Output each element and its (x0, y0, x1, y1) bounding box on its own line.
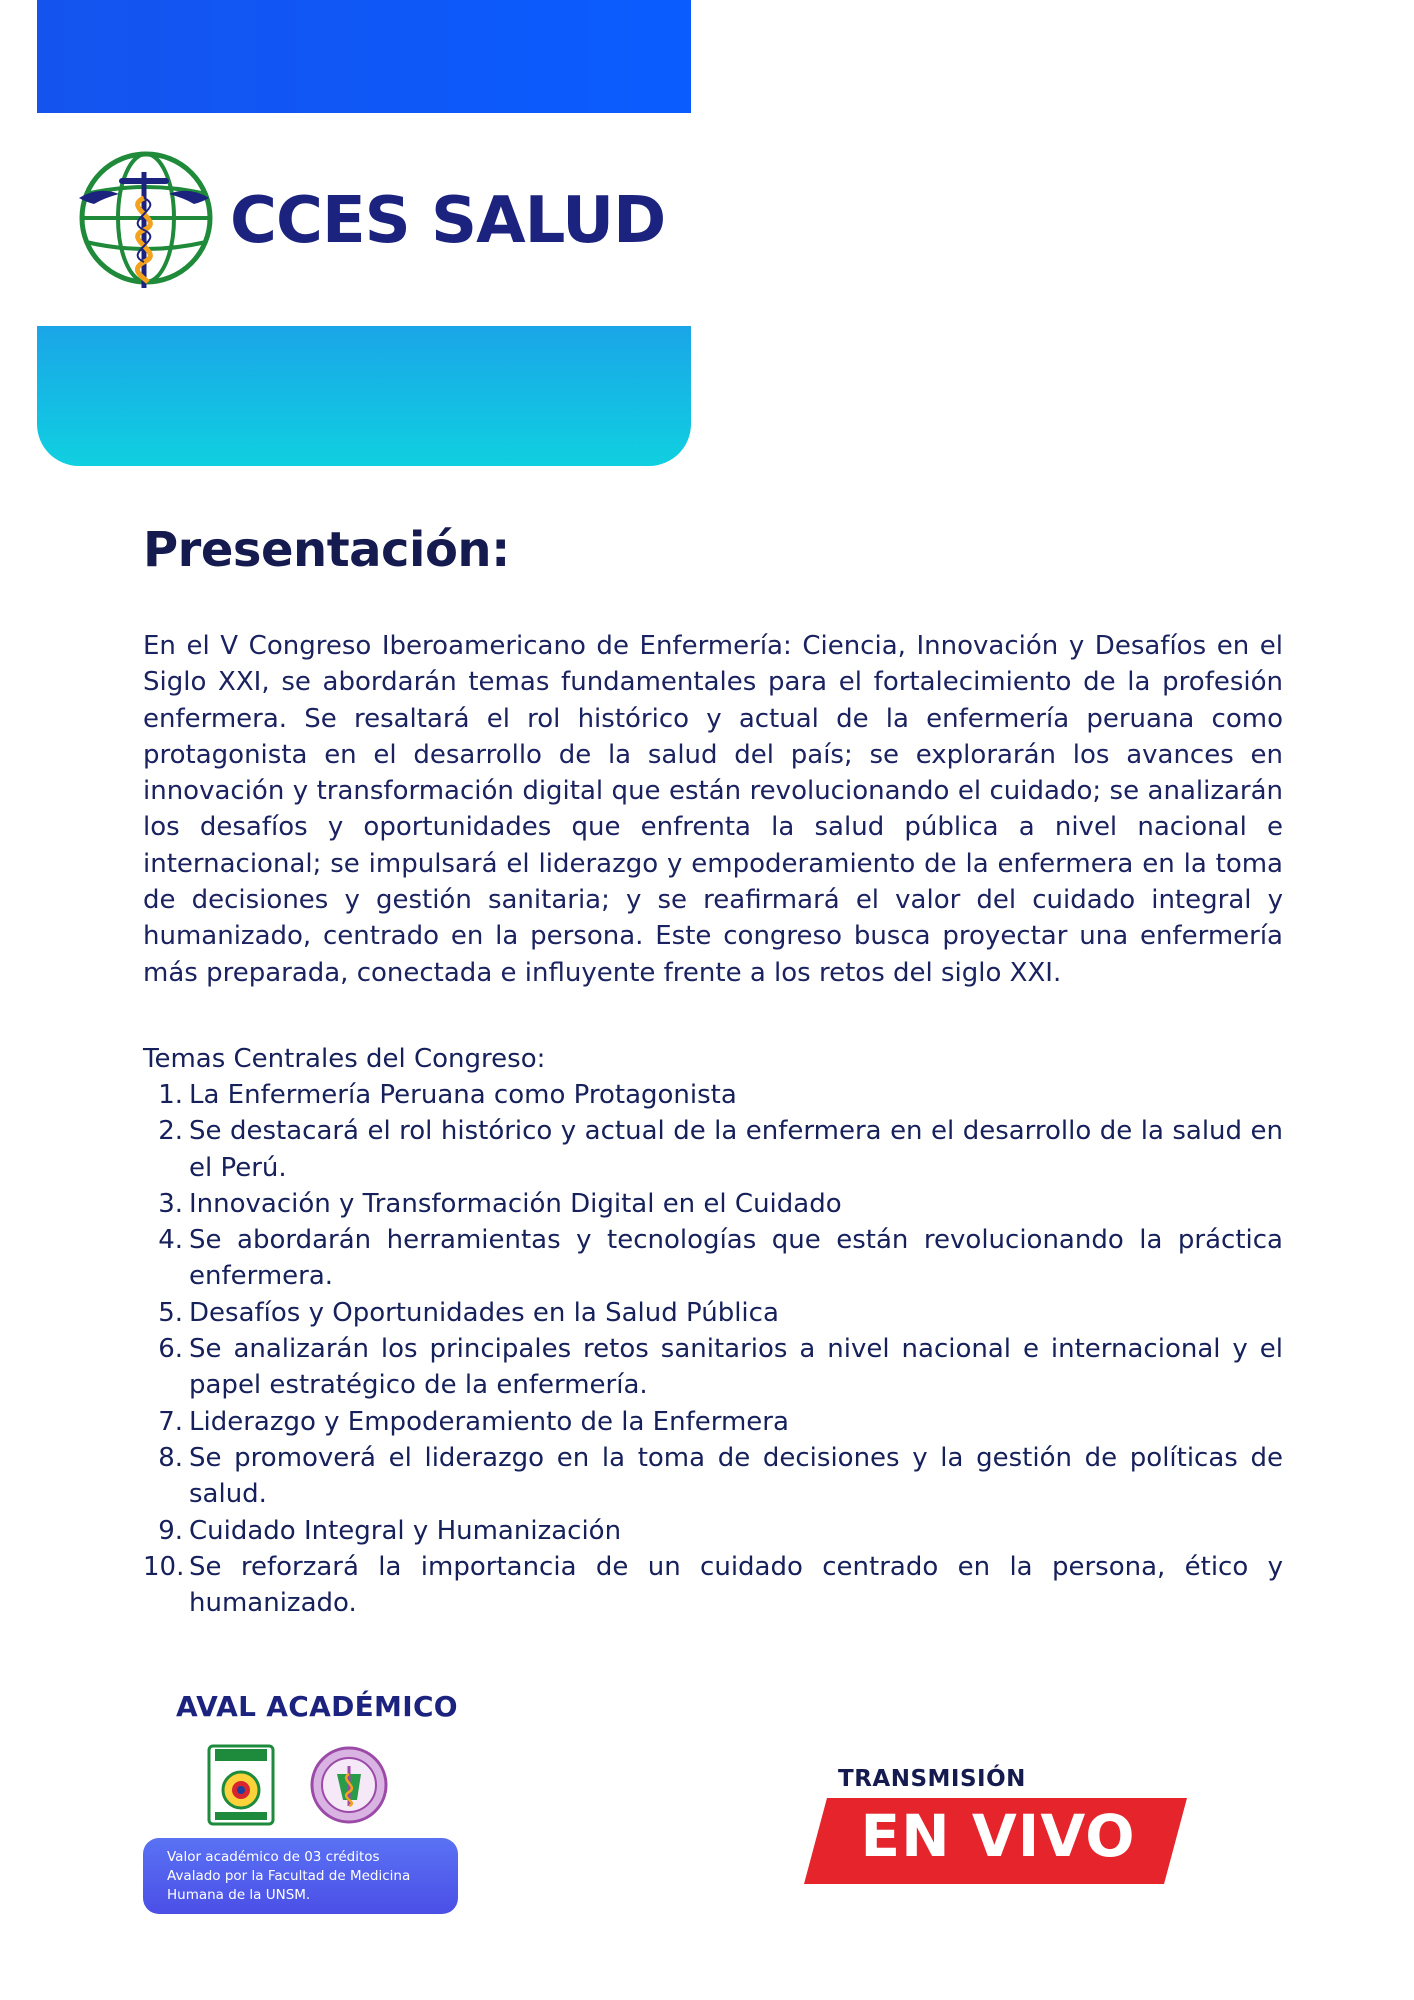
aval-info-line: Valor académico de 03 créditos (167, 1849, 380, 1865)
list-item (143, 1331, 1283, 1404)
header-top-band (37, 0, 691, 113)
list-item-text: Se analizarán los principales retos sanitarios a nivel nacional e internacional y el papel estratégico de la enfermería. (189, 1334, 1283, 1401)
list-item-number: 7. (158, 1406, 183, 1437)
facultad-medicina-humana-seal-icon (309, 1744, 389, 1826)
list-item (143, 1440, 1283, 1513)
topics-heading: Temas Centrales del Congreso: (143, 1044, 546, 1074)
list-item-number: 5. (158, 1297, 183, 1328)
list-item-text: Se promoverá el liderazgo en la toma de decisiones y la gestión de políticas de salud. (189, 1442, 1283, 1510)
list-item-number: 3. (158, 1188, 183, 1219)
aval-info-line: Avalado por la Facultad de Medicina (167, 1868, 411, 1884)
list-item-text: Innovación y Transformación Digital en el Cuidado (189, 1188, 842, 1219)
page-title: Presentación: (143, 522, 510, 578)
unsm-seal-icon (207, 1744, 275, 1826)
list-item-text: Liderazgo y Empoderamiento de la Enfermera (189, 1406, 789, 1437)
list-item-text: La Enfermería Peruana como Protagonista (189, 1080, 737, 1110)
list-item-number: 9. (158, 1515, 183, 1546)
intro-paragraph: En el V Congreso Iberoamericano de Enfermería: Ciencia, Innovación y Desafíos en el Siglo XXI, se abordarán temas fundamentales para el fortalecimiento de la profesión enfermera. Se resaltará el rol histórico y actual de la enfermería peruana como protagonista en el desarrollo de la salud del país; se explorarán los avances en innovación y transformación digital que están revolucionando el cuidado; se analizarán los desafíos y oportunidades que enfrenta la salud pública a nivel nacional e internacional; se impulsará el liderazgo y empoderamiento de la enfermera en la toma de decisiones y gestión sanitaria; y se reafirmará el valor del cuidado integral y humanizado, centrado en la persona. Este congreso busca proyectar una enfermería más preparada, conectada e influyente frente a los retos del siglo XXI. (143, 631, 1283, 988)
list-item-number: 2. (158, 1116, 183, 1147)
topics-list (143, 1077, 1283, 1621)
list-item-text: Se destacará el rol histórico y actual de la enfermera en el desarrollo de la salud en el Perú. (189, 1116, 1283, 1183)
header-bottom-band (37, 326, 691, 466)
list-item-number: 4. (158, 1225, 183, 1256)
logo-text: CCES SALUD (230, 184, 666, 258)
list-item (143, 1549, 1283, 1622)
list-item-text: Se reforzará la importancia de un cuidado centrado en la persona, ético y humanizado. (189, 1551, 1283, 1619)
live-banner-text: EN VIVO (860, 1802, 1136, 1870)
globe-caduceus-logo-icon (74, 142, 214, 292)
transmission-label: TRANSMISIÓN (838, 1766, 1026, 1792)
list-item-number: 8. (158, 1442, 183, 1473)
list-item (143, 1186, 1283, 1222)
list-item (143, 1295, 1283, 1331)
list-item-number: 1. (158, 1080, 183, 1110)
list-item-number: 10. (143, 1551, 185, 1582)
list-item-text: Cuidado Integral y Humanización (189, 1515, 622, 1546)
list-item (143, 1513, 1283, 1549)
list-item (143, 1113, 1283, 1186)
aval-title: AVAL ACADÉMICO (176, 1690, 458, 1723)
list-item (143, 1222, 1283, 1295)
list-item-text: Desafíos y Oportunidades en la Salud Pública (189, 1297, 779, 1328)
list-item-text: Se abordarán herramientas y tecnologías que están revolucionando la práctica enfermera. (189, 1225, 1283, 1292)
list-item (143, 1077, 1283, 1113)
list-item (143, 1404, 1283, 1440)
aval-info-line: Humana de la UNSM. (167, 1887, 311, 1903)
aval-info-box (143, 1838, 458, 1914)
list-item-number: 6. (158, 1334, 183, 1365)
